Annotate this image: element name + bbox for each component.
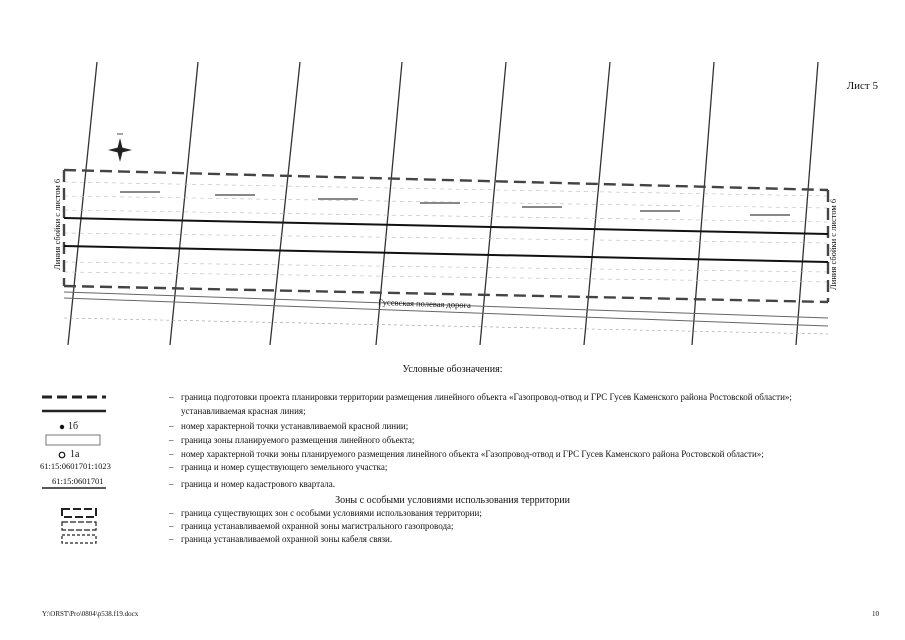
north-arrow-icon [108,134,132,162]
sheet-label: Лист 5 [846,80,878,92]
zones-title: Зоны с особыми условиями использования территории [335,495,570,506]
solid-line-icon [40,405,108,419]
planning-boundary [64,170,828,302]
footer-page-number: 10 [872,610,879,618]
existing-zone-icon [40,507,108,521]
empty-rect-icon [40,434,108,448]
right-edge-label: Линия сбойки с листом 6 [828,198,838,290]
road-label: Гусевская полевая дорога [377,297,471,310]
footer-file-path: Y:\ORST\Pro\0804\p538.f19.docx [42,610,139,618]
quarter-line-icon [40,486,108,494]
cable-zone-icon [40,533,108,547]
gas-zone-icon [40,520,108,534]
dashed-line-icon [40,391,108,405]
left-edge-label: Линия сбойки с листом 6 [52,178,62,270]
legend-title: Условные обозначения: [402,364,503,375]
